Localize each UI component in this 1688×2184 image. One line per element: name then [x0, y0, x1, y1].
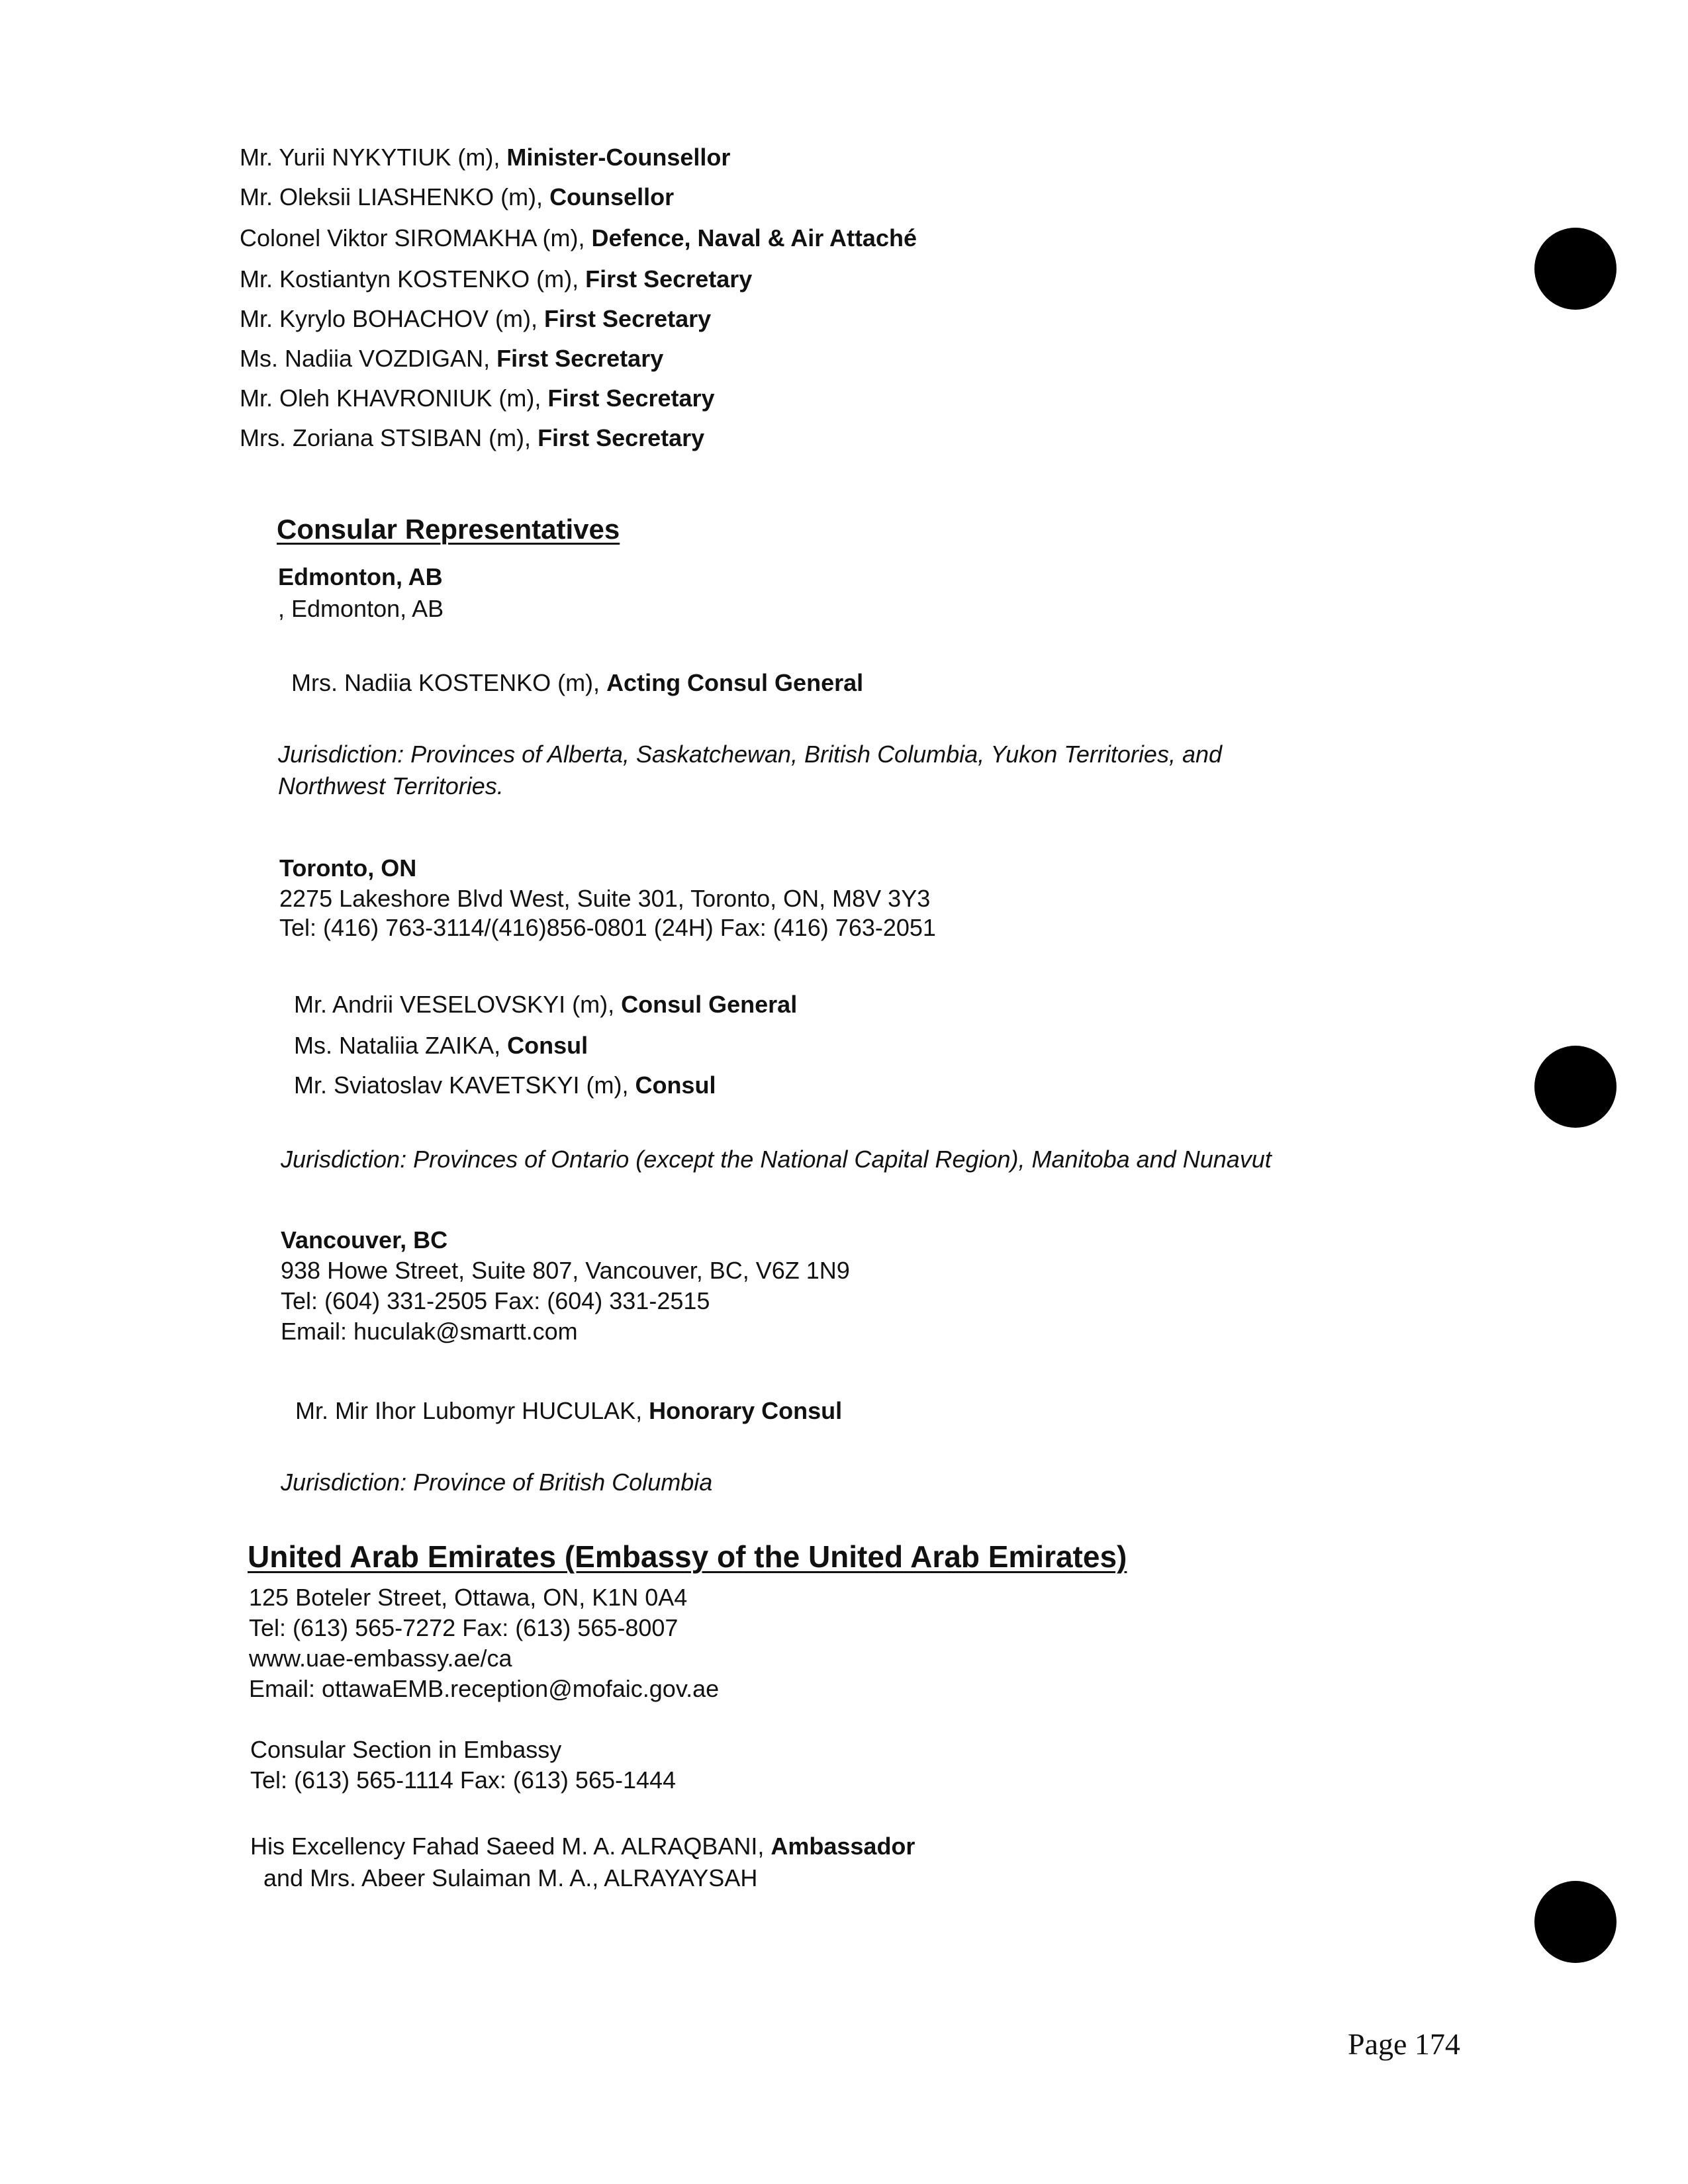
toronto-address: 2275 Lakeshore Blvd West, Suite 301, Toronto, ON, M8V 3Y3 [279, 885, 931, 912]
edmonton-jurisdiction: Jurisdiction: Provinces of Alberta, Saskatchewan, British Columbia, Yukon Territories, and [278, 741, 1223, 768]
vancouver-address: 938 Howe Street, Suite 807, Vancouver, BC, V6Z 1N9 [281, 1257, 850, 1284]
staff-name: Mrs. Zoriana STSIBAN (m), [240, 424, 538, 451]
staff-line [240, 344, 663, 373]
punch-hole [1534, 1046, 1617, 1128]
staff-line [240, 304, 711, 334]
person-name: Mr. Andrii VESELOVSKYI (m), [294, 991, 622, 1018]
toronto-tel: Tel: (416) 763-3114/(416)856-0801 (24H) Fax: (416) 763-2051 [279, 914, 936, 941]
edmonton-jurisdiction-cont: Northwest Territories. [278, 772, 504, 799]
staff-line [240, 183, 674, 212]
person-name: Mr. Sviatoslav KAVETSKYI (m), [294, 1071, 635, 1099]
uae-address: 125 Boteler Street, Ottawa, ON, K1N 0A4 [249, 1584, 688, 1611]
staff-title: Minister-Counsellor [506, 144, 731, 171]
punch-hole [1534, 228, 1617, 310]
punch-hole [1534, 1881, 1617, 1963]
uae-website: www.uae-embassy.ae/ca [249, 1645, 512, 1672]
staff-line [240, 265, 752, 294]
staff-title: First Secretary [585, 265, 753, 293]
staff-name: Mr. Kostiantyn KOSTENKO (m), [240, 265, 586, 293]
toronto-person [294, 1071, 716, 1100]
staff-title: First Secretary [496, 345, 664, 372]
staff-name: Mr. Kyrylo BOHACHOV (m), [240, 305, 545, 332]
staff-title: First Secretary [544, 305, 712, 332]
vancouver-email: Email: huculak@smartt.com [281, 1318, 578, 1345]
uae-ambassador [250, 1832, 915, 1861]
ambassador-title: Ambassador [771, 1833, 915, 1860]
staff-line [240, 224, 917, 253]
person-name: Ms. Nataliia ZAIKA, [294, 1032, 508, 1059]
toronto-city: Toronto, ON [279, 854, 417, 882]
staff-name: Mr. Yurii NYKYTIUK (m), [240, 144, 507, 171]
staff-line [240, 384, 715, 413]
staff-line [240, 143, 730, 172]
staff-title: First Secretary [547, 385, 715, 412]
staff-name: Colonel Viktor SIROMAKHA (m), [240, 224, 592, 251]
person-title: Consul [635, 1071, 716, 1099]
staff-title: First Secretary [538, 424, 705, 451]
uae-consular-section: Consular Section in Embassy [250, 1736, 562, 1763]
uae-tel: Tel: (613) 565-7272 Fax: (613) 565-8007 [249, 1614, 679, 1641]
staff-name: Mr. Oleksii LIASHENKO (m), [240, 183, 550, 210]
toronto-person [294, 990, 797, 1019]
staff-line [240, 424, 704, 453]
person-name: Mr. Mir Ihor Lubomyr HUCULAK, [295, 1397, 649, 1424]
person-name: Mrs. Nadiia KOSTENKO (m), [291, 669, 607, 696]
toronto-jurisdiction: Jurisdiction: Provinces of Ontario (except the National Capital Region), Manitoba and Nunavut [281, 1146, 1272, 1173]
consular-heading: Consular Representatives [277, 514, 620, 545]
person-title: Acting Consul General [606, 669, 864, 696]
uae-consular-tel: Tel: (613) 565-1114 Fax: (613) 565-1444 [250, 1766, 677, 1794]
edmonton-person [291, 668, 863, 698]
toronto-person [294, 1031, 588, 1060]
edmonton-address: , Edmonton, AB [278, 595, 444, 622]
vancouver-tel: Tel: (604) 331-2505 Fax: (604) 331-2515 [281, 1287, 710, 1314]
uae-email: Email: ottawaEMB.reception@mofaic.gov.ae [249, 1675, 720, 1702]
page-number: Page 174 [1348, 2027, 1460, 2061]
staff-name: Mr. Oleh KHAVRONIUK (m), [240, 385, 548, 412]
staff-name: Ms. Nadiia VOZDIGAN, [240, 345, 497, 372]
person-title: Honorary Consul [649, 1397, 843, 1424]
uae-heading: United Arab Emirates (Embassy of the United Arab Emirates) [248, 1539, 1127, 1574]
vancouver-city: Vancouver, BC [281, 1226, 448, 1253]
staff-title: Defence, Naval & Air Attaché [591, 224, 917, 251]
ambassador-name: His Excellency Fahad Saeed M. A. ALRAQBANI, [250, 1833, 771, 1860]
person-title: Consul General [621, 991, 798, 1018]
vancouver-person [295, 1396, 842, 1426]
staff-title: Counsellor [549, 183, 675, 210]
vancouver-jurisdiction: Jurisdiction: Province of British Columbia [281, 1469, 713, 1496]
edmonton-city: Edmonton, AB [278, 563, 443, 590]
person-title: Consul [507, 1032, 588, 1059]
uae-spouse: and Mrs. Abeer Sulaiman M. A., ALRAYAYSAH [263, 1864, 758, 1891]
